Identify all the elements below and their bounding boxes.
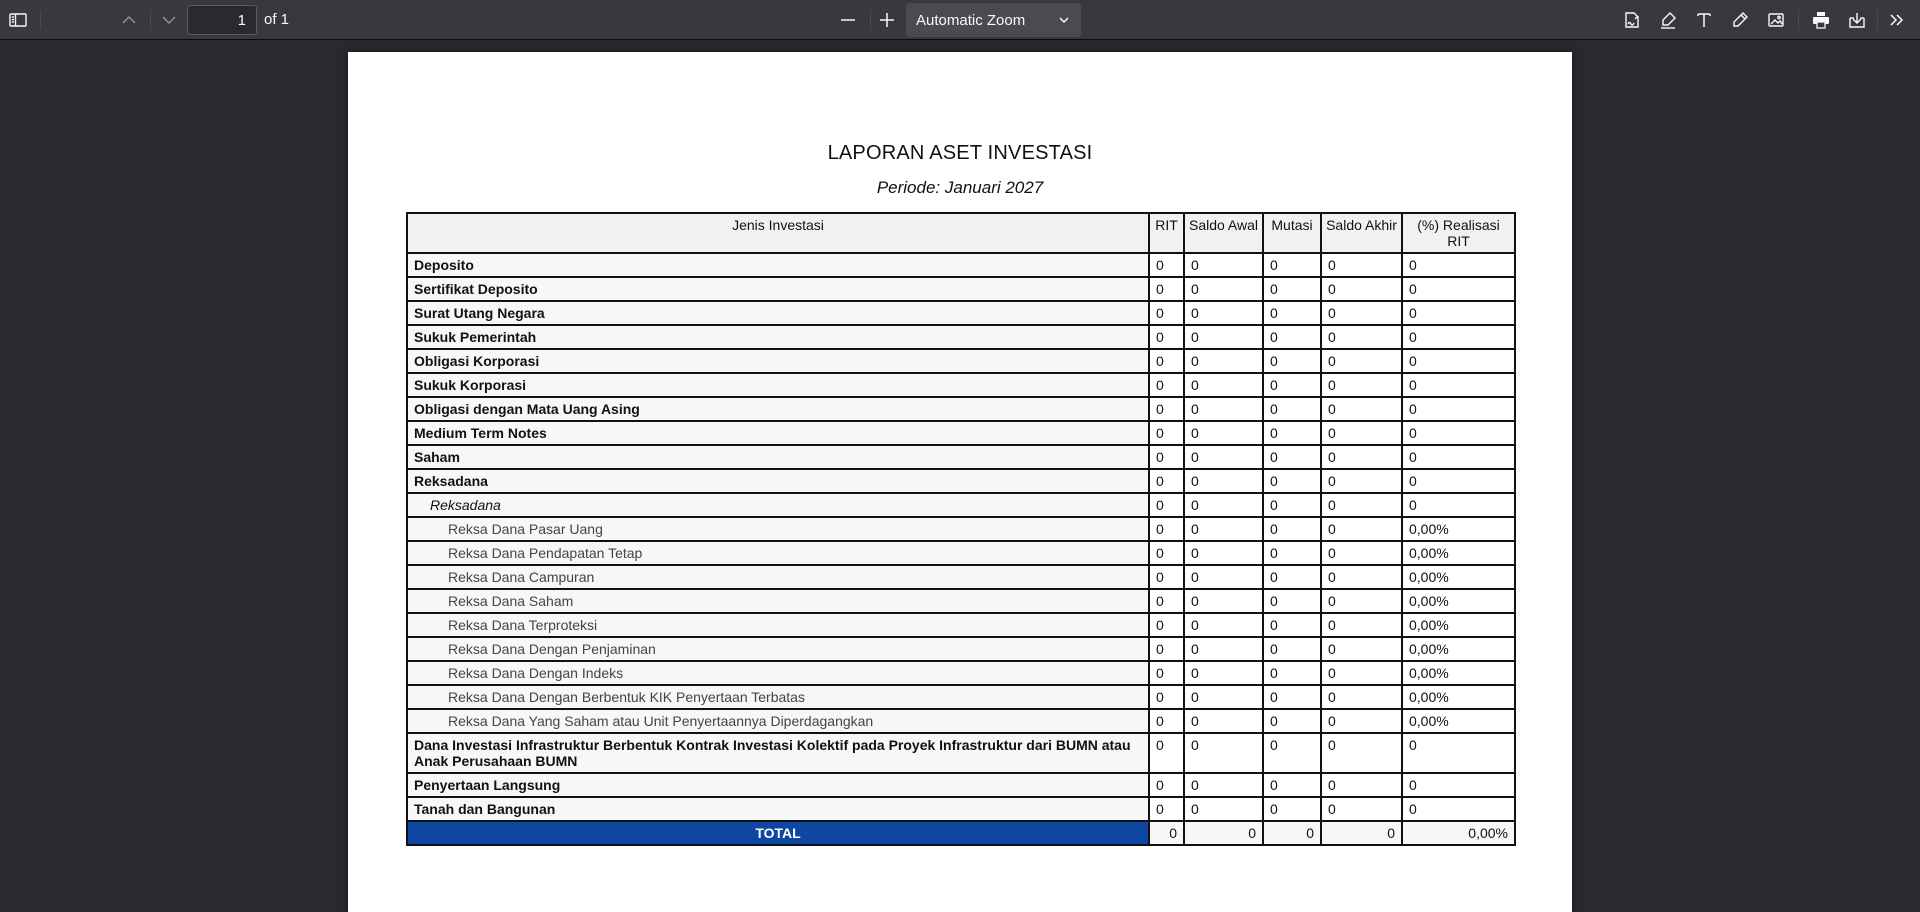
add-text-button[interactable] xyxy=(1690,6,1718,34)
cell-jenis-investasi: Reksa Dana Pendapatan Tetap xyxy=(407,541,1149,565)
cell-jenis-investasi: Reksadana xyxy=(407,469,1149,493)
cell-mutasi: 0 xyxy=(1263,277,1321,301)
cell-saldo-awal: 0 xyxy=(1184,493,1263,517)
cell-saldo-awal: 0 xyxy=(1184,541,1263,565)
cell-mutasi: 0 xyxy=(1263,565,1321,589)
cell-realisasi: 0,00% xyxy=(1402,661,1515,685)
cell-mutasi: 0 xyxy=(1263,325,1321,349)
cell-saldo-akhir: 0 xyxy=(1321,493,1402,517)
pdf-toolbar xyxy=(0,0,1920,40)
next-page-icon xyxy=(159,10,179,30)
cell-saldo-akhir: 0 xyxy=(1321,325,1402,349)
cell-saldo-awal: 0 xyxy=(1184,445,1263,469)
table-row xyxy=(407,277,1515,301)
table-row xyxy=(407,709,1515,733)
cell-jenis-investasi: Reksa Dana Yang Saham atau Unit Penyertaannya Diperdagangkan xyxy=(407,709,1149,733)
previous-page-button[interactable] xyxy=(115,6,143,34)
cell-jenis-investasi: Reksadana xyxy=(407,493,1149,517)
cell-jenis-investasi: Obligasi Korporasi xyxy=(407,349,1149,373)
cell-rit: 0 xyxy=(1149,685,1184,709)
cell-saldo-akhir: 0 xyxy=(1321,373,1402,397)
cell-saldo-awal: 0 xyxy=(1184,797,1263,821)
zoom-out-button[interactable] xyxy=(834,6,862,34)
signature-icon xyxy=(1622,10,1642,30)
cell-rit: 0 xyxy=(1149,637,1184,661)
add-signature-button[interactable] xyxy=(1618,6,1646,34)
table-row xyxy=(407,541,1515,565)
cell-rit: 0 xyxy=(1149,277,1184,301)
cell-rit: 0 xyxy=(1149,397,1184,421)
zoom-out-icon xyxy=(838,10,858,30)
column-header-saldo-akhir: Saldo Akhir xyxy=(1321,213,1402,253)
cell-realisasi: 0 xyxy=(1402,469,1515,493)
cell-saldo-awal: 0 xyxy=(1184,773,1263,797)
table-row xyxy=(407,445,1515,469)
total-row xyxy=(407,821,1515,845)
toolbar-divider xyxy=(150,10,151,30)
cell-realisasi: 0,00% xyxy=(1402,589,1515,613)
next-page-button[interactable] xyxy=(155,6,183,34)
column-header-rit: RIT xyxy=(1149,213,1184,253)
toolbar-divider xyxy=(1877,10,1878,30)
table-body xyxy=(407,253,1515,845)
image-icon xyxy=(1766,10,1786,30)
cell-mutasi: 0 xyxy=(1263,397,1321,421)
table-row xyxy=(407,797,1515,821)
cell-rit: 0 xyxy=(1149,661,1184,685)
table-row xyxy=(407,301,1515,325)
cell-mutasi: 0 xyxy=(1263,733,1321,773)
table-row xyxy=(407,469,1515,493)
cell-realisasi: 0 xyxy=(1402,349,1515,373)
cell-saldo-akhir: 0 xyxy=(1321,277,1402,301)
cell-rit: 0 xyxy=(1149,373,1184,397)
cell-realisasi: 0,00% xyxy=(1402,685,1515,709)
table-row xyxy=(407,685,1515,709)
cell-jenis-investasi: Reksa Dana Saham xyxy=(407,589,1149,613)
cell-realisasi: 0 xyxy=(1402,301,1515,325)
cell-rit: 0 xyxy=(1149,493,1184,517)
cell-realisasi: 0 xyxy=(1402,397,1515,421)
print-icon xyxy=(1811,10,1831,30)
cell-rit: 0 xyxy=(1149,565,1184,589)
cell-saldo-akhir: 0 xyxy=(1321,637,1402,661)
cell-mutasi: 0 xyxy=(1263,637,1321,661)
table-row xyxy=(407,421,1515,445)
cell-saldo-awal: 0 xyxy=(1184,685,1263,709)
cell-realisasi: 0 xyxy=(1402,373,1515,397)
cell-saldo-akhir: 0 xyxy=(1321,517,1402,541)
cell-rit: 0 xyxy=(1149,709,1184,733)
cell-saldo-akhir: 0 xyxy=(1321,733,1402,773)
table-row xyxy=(407,613,1515,637)
table-row xyxy=(407,325,1515,349)
cell-rit: 0 xyxy=(1149,421,1184,445)
sidebar-toggle-icon xyxy=(8,10,28,30)
column-header-jenis: Jenis Investasi xyxy=(407,213,1149,253)
table-row xyxy=(407,373,1515,397)
cell-mutasi: 0 xyxy=(1263,613,1321,637)
download-button[interactable] xyxy=(1843,6,1871,34)
cell-mutasi: 0 xyxy=(1263,773,1321,797)
cell-realisasi: 0 xyxy=(1402,325,1515,349)
cell-jenis-investasi: Surat Utang Negara xyxy=(407,301,1149,325)
cell-saldo-awal: 0 xyxy=(1184,253,1263,277)
cell-realisasi: 0 xyxy=(1402,253,1515,277)
text-icon xyxy=(1694,10,1714,30)
cell-realisasi: 0 xyxy=(1402,421,1515,445)
cell-saldo-awal: 0 xyxy=(1184,637,1263,661)
cell-jenis-investasi: Sertifikat Deposito xyxy=(407,277,1149,301)
cell-mutasi: 0 xyxy=(1263,373,1321,397)
cell-saldo-awal: 0 xyxy=(1184,613,1263,637)
cell-mutasi: 0 xyxy=(1263,541,1321,565)
cell-mutasi: 0 xyxy=(1263,661,1321,685)
cell-realisasi: 0 xyxy=(1402,445,1515,469)
total-mutasi: 0 xyxy=(1263,821,1321,845)
cell-saldo-akhir: 0 xyxy=(1321,445,1402,469)
cell-mutasi: 0 xyxy=(1263,797,1321,821)
cell-realisasi: 0,00% xyxy=(1402,541,1515,565)
cell-realisasi: 0 xyxy=(1402,277,1515,301)
table-row xyxy=(407,517,1515,541)
cell-mutasi: 0 xyxy=(1263,517,1321,541)
table-row xyxy=(407,565,1515,589)
cell-mutasi: 0 xyxy=(1263,685,1321,709)
cell-saldo-akhir: 0 xyxy=(1321,685,1402,709)
cell-rit: 0 xyxy=(1149,541,1184,565)
tools-menu-icon xyxy=(1887,10,1907,30)
cell-saldo-awal: 0 xyxy=(1184,469,1263,493)
highlight-button[interactable] xyxy=(1654,6,1682,34)
cell-jenis-investasi: Reksa Dana Dengan Penjaminan xyxy=(407,637,1149,661)
table-row xyxy=(407,493,1515,517)
cell-saldo-awal: 0 xyxy=(1184,421,1263,445)
cell-mutasi: 0 xyxy=(1263,445,1321,469)
table-row xyxy=(407,349,1515,373)
pdf-page xyxy=(348,52,1572,912)
cell-mutasi: 0 xyxy=(1263,709,1321,733)
cell-saldo-akhir: 0 xyxy=(1321,661,1402,685)
cell-mutasi: 0 xyxy=(1263,349,1321,373)
total-saldo-awal: 0 xyxy=(1184,821,1263,845)
cell-saldo-akhir: 0 xyxy=(1321,613,1402,637)
cell-jenis-investasi: Tanah dan Bangunan xyxy=(407,797,1149,821)
cell-jenis-investasi: Obligasi dengan Mata Uang Asing xyxy=(407,397,1149,421)
cell-mutasi: 0 xyxy=(1263,421,1321,445)
cell-saldo-awal: 0 xyxy=(1184,397,1263,421)
cell-saldo-akhir: 0 xyxy=(1321,469,1402,493)
cell-saldo-akhir: 0 xyxy=(1321,797,1402,821)
tools-menu-button[interactable] xyxy=(1883,6,1911,34)
cell-saldo-awal: 0 xyxy=(1184,373,1263,397)
table-row xyxy=(407,253,1515,277)
cell-jenis-investasi: Penyertaan Langsung xyxy=(407,773,1149,797)
cell-rit: 0 xyxy=(1149,797,1184,821)
add-image-button[interactable] xyxy=(1762,6,1790,34)
highlight-icon xyxy=(1658,10,1678,30)
chevron-down-icon xyxy=(1057,13,1071,27)
cell-realisasi: 0 xyxy=(1402,733,1515,773)
cell-saldo-akhir: 0 xyxy=(1321,397,1402,421)
cell-jenis-investasi: Deposito xyxy=(407,253,1149,277)
table-row xyxy=(407,397,1515,421)
cell-rit: 0 xyxy=(1149,613,1184,637)
cell-rit: 0 xyxy=(1149,325,1184,349)
previous-page-icon xyxy=(119,10,139,30)
cell-rit: 0 xyxy=(1149,589,1184,613)
cell-saldo-akhir: 0 xyxy=(1321,349,1402,373)
cell-saldo-akhir: 0 xyxy=(1321,709,1402,733)
cell-saldo-awal: 0 xyxy=(1184,733,1263,773)
total-rit: 0 xyxy=(1149,821,1184,845)
investment-table xyxy=(406,212,1516,846)
zoom-select-value: Automatic Zoom xyxy=(916,11,1026,29)
column-header-mutasi: Mutasi xyxy=(1263,213,1321,253)
cell-jenis-investasi: Sukuk Pemerintah xyxy=(407,325,1149,349)
cell-mutasi: 0 xyxy=(1263,589,1321,613)
cell-realisasi: 0,00% xyxy=(1402,613,1515,637)
page-count-label: of 1 xyxy=(264,11,290,28)
cell-jenis-investasi: Reksa Dana Dengan Berbentuk KIK Penyertaan Terbatas xyxy=(407,685,1149,709)
total-label: TOTAL xyxy=(407,821,1149,845)
table-row xyxy=(407,637,1515,661)
cell-jenis-investasi: Reksa Dana Pasar Uang xyxy=(407,517,1149,541)
cell-rit: 0 xyxy=(1149,301,1184,325)
table-row xyxy=(407,589,1515,613)
cell-saldo-awal: 0 xyxy=(1184,709,1263,733)
cell-jenis-investasi: Sukuk Korporasi xyxy=(407,373,1149,397)
table-header-row xyxy=(407,213,1515,253)
cell-jenis-investasi: Dana Investasi Infrastruktur Berbentuk Kontrak Investasi Kolektif pada Proyek Infrastruktur dari BUMN atau Anak Perusahaan BUMN xyxy=(407,733,1149,773)
print-button[interactable] xyxy=(1807,6,1835,34)
total-realisasi: 0,00% xyxy=(1402,821,1515,845)
download-icon xyxy=(1847,10,1867,30)
cell-mutasi: 0 xyxy=(1263,493,1321,517)
cell-rit: 0 xyxy=(1149,469,1184,493)
cell-saldo-awal: 0 xyxy=(1184,517,1263,541)
cell-rit: 0 xyxy=(1149,517,1184,541)
cell-mutasi: 0 xyxy=(1263,469,1321,493)
cell-rit: 0 xyxy=(1149,253,1184,277)
total-saldo-akhir: 0 xyxy=(1321,821,1402,845)
cell-saldo-akhir: 0 xyxy=(1321,773,1402,797)
cell-saldo-awal: 0 xyxy=(1184,349,1263,373)
cell-saldo-awal: 0 xyxy=(1184,277,1263,301)
cell-rit: 0 xyxy=(1149,349,1184,373)
zoom-in-icon xyxy=(877,10,897,30)
cell-saldo-akhir: 0 xyxy=(1321,589,1402,613)
draw-icon xyxy=(1730,10,1750,30)
document-viewer[interactable] xyxy=(0,40,1920,912)
cell-realisasi: 0 xyxy=(1402,773,1515,797)
cell-rit: 0 xyxy=(1149,733,1184,773)
zoom-in-button[interactable] xyxy=(873,6,901,34)
cell-jenis-investasi: Reksa Dana Terproteksi xyxy=(407,613,1149,637)
report-period: Periode: Januari 2027 xyxy=(876,178,1044,197)
table-row xyxy=(407,661,1515,685)
cell-saldo-akhir: 0 xyxy=(1321,301,1402,325)
cell-saldo-awal: 0 xyxy=(1184,301,1263,325)
cell-jenis-investasi: Reksa Dana Campuran xyxy=(407,565,1149,589)
cell-realisasi: 0 xyxy=(1402,797,1515,821)
toolbar-divider xyxy=(1798,10,1799,30)
cell-saldo-awal: 0 xyxy=(1184,661,1263,685)
cell-saldo-akhir: 0 xyxy=(1321,253,1402,277)
cell-mutasi: 0 xyxy=(1263,301,1321,325)
cell-saldo-akhir: 0 xyxy=(1321,421,1402,445)
cell-saldo-akhir: 0 xyxy=(1321,541,1402,565)
cell-saldo-awal: 0 xyxy=(1184,565,1263,589)
cell-rit: 0 xyxy=(1149,773,1184,797)
cell-jenis-investasi: Medium Term Notes xyxy=(407,421,1149,445)
table-row xyxy=(407,733,1515,773)
column-header-realisasi: (%) Realisasi RIT xyxy=(1402,213,1515,253)
cell-rit: 0 xyxy=(1149,445,1184,469)
cell-realisasi: 0,00% xyxy=(1402,637,1515,661)
draw-button[interactable] xyxy=(1726,6,1754,34)
page-number-input[interactable] xyxy=(187,5,257,35)
column-header-saldo-awal: Saldo Awal xyxy=(1184,213,1263,253)
report-title: LAPORAN ASET INVESTASI xyxy=(827,142,1093,164)
cell-saldo-akhir: 0 xyxy=(1321,565,1402,589)
cell-mutasi: 0 xyxy=(1263,253,1321,277)
cell-saldo-awal: 0 xyxy=(1184,325,1263,349)
cell-realisasi: 0,00% xyxy=(1402,517,1515,541)
toolbar-divider xyxy=(40,10,41,30)
sidebar-toggle-button[interactable] xyxy=(4,6,32,34)
toolbar-divider xyxy=(870,10,871,30)
cell-realisasi: 0,00% xyxy=(1402,709,1515,733)
cell-saldo-awal: 0 xyxy=(1184,589,1263,613)
table-row xyxy=(407,773,1515,797)
cell-jenis-investasi: Saham xyxy=(407,445,1149,469)
cell-realisasi: 0,00% xyxy=(1402,565,1515,589)
cell-realisasi: 0 xyxy=(1402,493,1515,517)
cell-jenis-investasi: Reksa Dana Dengan Indeks xyxy=(407,661,1149,685)
vertical-scrollbar[interactable] xyxy=(1912,40,1918,908)
zoom-select[interactable] xyxy=(906,3,1081,37)
